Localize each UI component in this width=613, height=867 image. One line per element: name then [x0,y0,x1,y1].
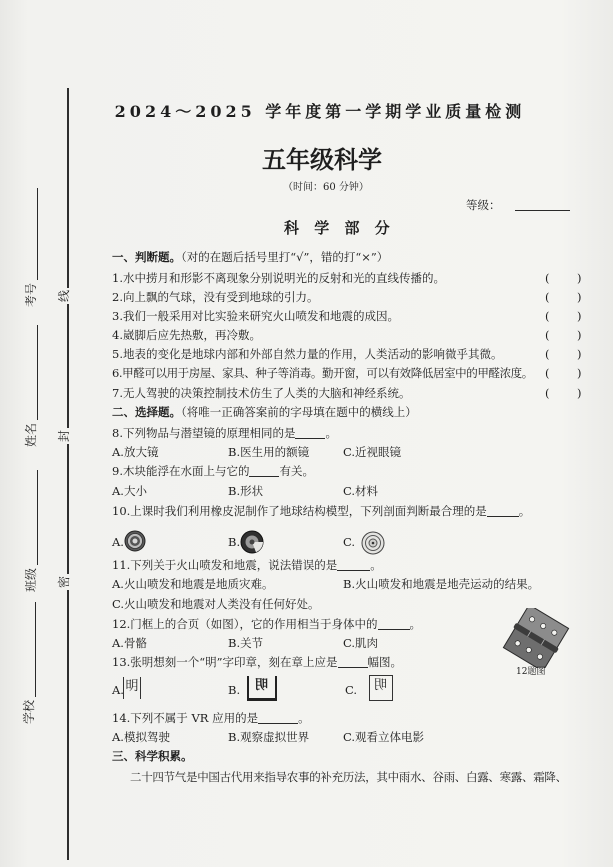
seal-character: 明 [125,679,139,694]
option-a: A. [112,535,124,549]
earth-section-a-figure [124,530,146,552]
option-c: C.材料 [343,484,379,498]
option-b: B.火山喷发和地震是地壳运动的结果。 [343,577,540,591]
option-c: C.观看立体电影 [343,730,425,744]
answer-bracket-close: ) [577,328,582,342]
question-stem: 10.上课时我们利用橡皮泥制作了地球结构模型，下列剖面判断最合理的是 [112,504,487,518]
option-a: A. [112,683,124,697]
option-a: A.放大镜 [112,445,159,459]
question-stem: 13.张明想刻一个“明”字印章，刻在章上应是 [112,655,338,669]
question-tail: 。 [518,504,531,518]
seal-char-secret: 密 [57,575,71,588]
judge-heading-title: 一、判断题。 [112,250,181,264]
answer-bracket-open: ( [545,328,550,342]
question-tail: 。 [325,426,337,440]
question-14 [112,711,310,725]
question-stem: 14.下列不属于 VR 应用的是 [112,711,259,725]
judge-item: 2.向上飘的气球，没有受到地球的引力。 [112,290,319,304]
seal-char-seal: 封 [57,429,71,442]
judge-heading-note: （对的在题后括号里打“√”，错的打“×”） [181,250,389,264]
section-title: 科 学 部 分 [284,219,395,237]
seal-character: 明 [255,678,269,693]
answer-bracket-close: ) [577,386,582,400]
answer-bracket-close: ) [577,366,582,380]
question-12 [112,617,421,631]
answer-bracket-close: ) [577,309,582,323]
school-label: 学校 [22,699,36,724]
choice-heading-title: 二、选择题。 [112,405,181,419]
exam-no-field [24,188,38,307]
option-b: B.关节 [228,636,264,650]
class-line [24,470,38,565]
seal-option-c-figure [369,675,393,701]
question-tail: 。 [409,617,422,631]
exam-title: 2024～2025 学年度第一学期学业质量检测 [114,102,526,121]
option-c: C.肌肉 [343,636,379,650]
option-a: A.大小 [112,484,147,498]
door-hinge-figure [496,608,576,668]
seal-character: 明 [374,678,388,693]
judge-item: 6.甲醛可以用于房屋、家具、种子等消毒。勤开窗，可以有效降低居室中的甲醛浓度。 [112,366,533,380]
answer-bracket-open: ( [545,366,550,380]
question-11 [112,558,382,572]
answer-bracket-open: ( [545,347,550,361]
answer-bracket-open: ( [545,271,550,285]
question-9 [112,464,314,478]
answer-blank [249,464,279,477]
option-b: B.形状 [228,484,264,498]
option-b: B. [228,535,241,549]
answer-blank [487,504,519,517]
option-c: C. [343,535,356,549]
seal-char-line: 线 [57,289,71,302]
subject-title: 五年级科学 [262,145,382,174]
choice-heading [112,405,417,419]
question-stem: 11.下列关于火山喷发和地震，说法错误的是 [112,558,338,572]
answer-blank [295,426,325,439]
school-line [22,602,36,697]
option-b: B.观察虚拟世界 [228,730,310,744]
name-line [24,325,38,420]
option-c: C. [345,683,358,697]
answer-blank [338,655,368,668]
question-tail: 有关。 [279,464,314,478]
question-stem: 9.木块能浮在水面上与它的 [112,464,250,478]
seal-option-a-figure [123,677,141,699]
question-tail: 幅图。 [367,655,403,669]
choice-heading-note: （将唯一正确答案前的字母填在题中的横线上） [181,405,417,419]
judge-item: 4.崴脚后应先热敷，再冷敷。 [112,328,261,342]
binding-rule [67,88,69,860]
question-8 [112,426,337,440]
answer-blank [258,711,298,724]
class-label: 班级 [24,567,38,592]
answer-bracket-open: ( [545,309,550,323]
option-a: A.骨骼 [112,636,147,650]
name-label: 姓名 [24,422,38,447]
class-field [24,470,38,592]
judge-heading [112,250,388,264]
grade-blank [515,198,570,211]
name-field [24,325,38,447]
earth-section-b-figure [240,530,264,554]
accumulate-heading: 三、科学积累。 [112,749,193,763]
school-field [22,602,36,724]
answer-blank [337,558,370,571]
answer-bracket-close: ) [577,347,582,361]
time-note: （时间：60 分钟） [283,182,369,193]
figure-12-caption: 12题图 [516,667,546,677]
grade-label: 等级： [466,198,501,212]
question-tail: 。 [298,711,310,725]
answer-bracket-open: ( [545,290,550,304]
answer-bracket-close: ) [577,271,582,285]
exam-no-line [24,188,38,280]
question-tail: 。 [370,558,382,572]
option-b: B.医生用的额镜 [228,445,310,459]
question-stem: 12.门框上的合页（如图），它的作用相当于身体中的 [112,617,378,631]
grade-field [466,198,570,212]
question-10 [112,504,530,518]
judge-item: 3.我们一般采用对比实验来研究火山喷发和地震的成因。 [112,309,399,323]
question-13 [112,655,402,669]
accumulate-paragraph: 二十四节气是中国古代用来指导农事的补充历法，其中雨水、谷雨、白露、寒露、霜降、 [130,770,567,784]
judge-item: 1.水中捞月和形影不离现象分别说明光的反射和光的直线传播的。 [112,271,445,285]
earth-section-c-figure [360,531,386,555]
option-c: C.火山喷发和地震对人类没有任何好处。 [112,597,320,611]
answer-bracket-open: ( [545,386,550,400]
exam-no-label: 考号 [24,282,38,307]
seal-option-b-figure [247,676,277,701]
option-b: B. [228,683,241,697]
answer-blank [378,617,410,630]
option-a: A.火山喷发和地震是地质灾难。 [112,577,274,591]
judge-item: 5.地表的变化是地球内部和外部自然力量的作用，人类活动的影响微乎其微。 [112,347,503,361]
option-a: A.模拟驾驶 [112,730,170,744]
judge-item: 7.无人驾驶的决策控制技术仿生了人类的大脑和神经系统。 [112,386,411,400]
question-stem: 8.下列物品与潜望镜的原理相同的是 [112,426,296,440]
option-c: C.近视眼镜 [343,445,402,459]
answer-bracket-close: ) [577,290,582,304]
